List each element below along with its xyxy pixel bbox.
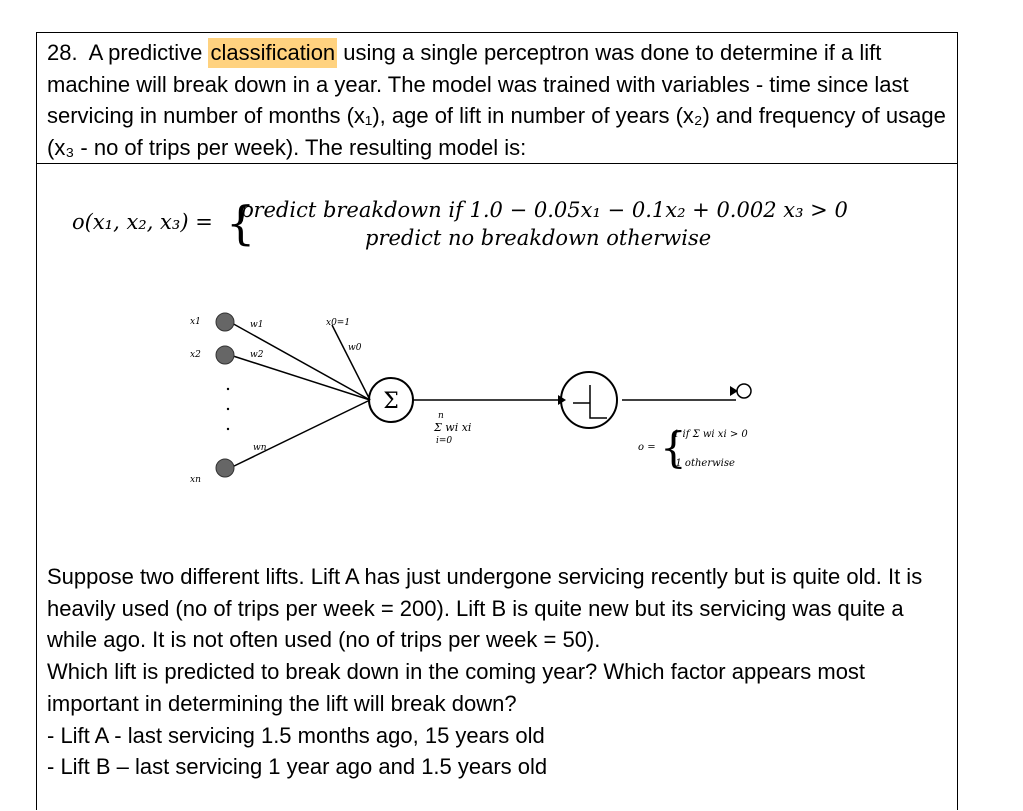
output-node bbox=[737, 384, 751, 398]
ellipsis-dot bbox=[227, 428, 229, 430]
input-node-2 bbox=[216, 346, 234, 364]
step-function-icon bbox=[573, 385, 607, 418]
sigma-icon: Σ bbox=[383, 389, 399, 414]
output-case-positive: 1 if Σ wi xi > 0 bbox=[673, 429, 748, 440]
lift-a-details: - Lift A - last servicing 1.5 months ago, 15 years old bbox=[47, 722, 545, 748]
bias-input-label: x0=1 bbox=[326, 318, 351, 328]
question-text bbox=[47, 37, 947, 164]
arrow-head-icon bbox=[730, 386, 738, 396]
perceptron-diagram bbox=[170, 300, 810, 500]
input-node-1 bbox=[216, 313, 234, 331]
output-equation: o = bbox=[638, 442, 656, 453]
output-case-negative: -1 otherwise bbox=[672, 458, 735, 469]
weight-label-2: w2 bbox=[250, 350, 264, 360]
input-label-1: x1 bbox=[190, 317, 201, 327]
weight-label-1: w1 bbox=[250, 320, 264, 330]
scenario-question: Which lift is predicted to break down in the coming year? Which factor appears most important in determining the lift will break down? bbox=[47, 659, 866, 716]
ellipsis-dot bbox=[227, 388, 229, 390]
highlighted-word: classification bbox=[208, 38, 337, 68]
model-case-breakdown: predict breakdown if 1.0 − 0.05x₁ − 0.1x₂ + 0.002 x₃ > 0 bbox=[240, 198, 848, 222]
question-number: 28. bbox=[47, 40, 78, 65]
sum-lower-limit: i=0 bbox=[436, 436, 453, 446]
lift-b-details: - Lift B – last servicing 1 year ago and 1.5 years old bbox=[47, 754, 548, 780]
output-brace: { bbox=[660, 423, 687, 472]
ellipsis-dot bbox=[227, 408, 229, 410]
model-brace: { bbox=[226, 196, 256, 250]
bias-weight-label: w0 bbox=[348, 343, 362, 353]
sum-upper-limit: n bbox=[438, 411, 444, 421]
model-lhs: o(x₁, x₂, x₃) = bbox=[72, 210, 213, 234]
model-case-no-breakdown: predict no breakdown otherwise bbox=[365, 226, 712, 250]
input-label-2: x2 bbox=[190, 350, 201, 360]
weight-edge-n bbox=[230, 400, 370, 468]
activation-node bbox=[561, 372, 617, 428]
scenario-description: Suppose two different lifts. Lift A has just undergone servicing recently but is quite old. It is heavily used (no of trips per week = 200). Lift B is quite new but its servicing was quite a while ago. It is not often used (no of trips per week = 50). bbox=[47, 564, 923, 653]
question-intro-after: using a single perceptron was done to determine if a lift machine will break down in a year. The model was trained with variables - time since last servicing in number of months (x₁), age of lift in number of years (x₂) and frequency of usage (x₃ - no of trips per week). The resulting model is: bbox=[47, 40, 946, 161]
weight-label-n: wn bbox=[253, 443, 267, 453]
question-intro-before: A predictive bbox=[88, 40, 209, 65]
input-node-n bbox=[216, 459, 234, 477]
input-label-n: xn bbox=[190, 475, 201, 485]
sum-output-label: Σ wi xi bbox=[434, 421, 472, 434]
scenario-text bbox=[47, 561, 947, 783]
